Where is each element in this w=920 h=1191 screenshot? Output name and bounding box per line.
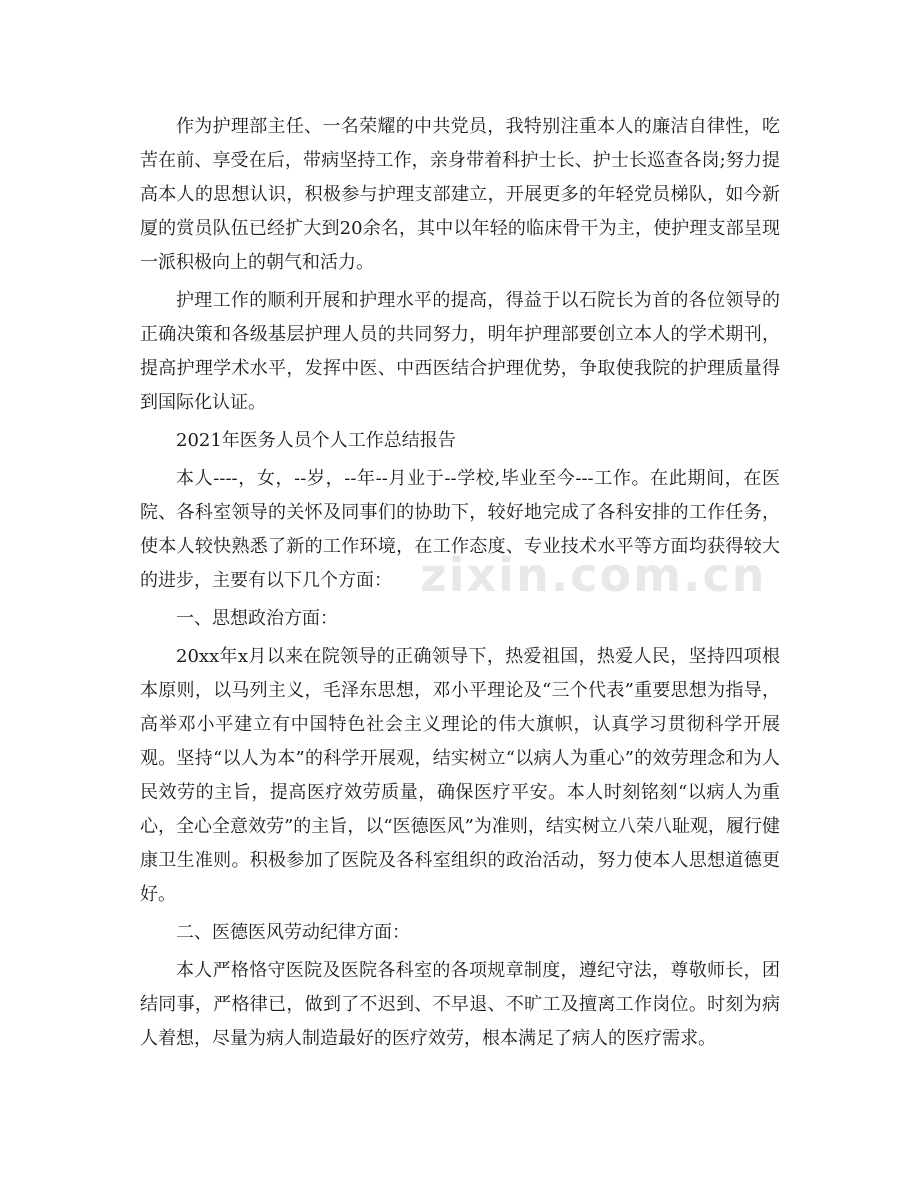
- paragraph-political: 20xx年x月以来在院领导的正确领导下，热爱祖国，热爱人民，坚持四项根本原则，以马列主义，毛泽东思想，邓小平理论及“三个代表”重要思想为指导，高举邓小平建立有中国特色社会主义理论的伟大旗帜，认真学习贯彻科学开展观。坚持“以人为本”的科学开展观，结实树立“以病人为重心”的效劳理念和为人民效劳的主旨，提高医疗效劳质量，确保医疗平安。本人时刻铭刻“以病人为重心，全心全意效劳”的主旨，以“医德医风”为准则，结实树立八荣八耻观，履行健康卫生准则。积极参加了医院及各科室组织的政治活动，努力使本人思想道德更好。: [140, 646, 780, 905]
- paragraph-party-member: 作为护理部主任、一名荣耀的中共党员，我特别注重本人的廉洁自律性，吃苦在前、享受在后，带病坚持工作，亲身带着科护士长、护士长巡查各岗;努力提高本人的思想认识，积极参与护理支部建立，开展更多的年轻党员梯队，如今新厦的赏员队伍已经扩大到20余名，其中以年轻的临床骨干为主，使护理支部呈现一派积极向上的朝气和活力。: [140, 116, 780, 273]
- watermark-text: zixin.com.cn: [420, 548, 767, 602]
- section-heading-political: 一、思想政治方面：: [176, 608, 338, 629]
- paragraph-introduction: 本人----，女，--岁，--年--月业于--学校,毕业至今---工作。在此期间，在医院、各科室领导的关怀及同事们的协助下，较好地完成了各科安排的工作任务，使本人较快熟悉了新的工作环境，在工作态度、专业技术水平等方面均获得较大的进步，主要有以下几个方面：: [140, 468, 780, 591]
- document-body: [140, 110, 780, 1060]
- section-heading-ethics: 二、医德医风劳动纪律方面：: [176, 922, 410, 943]
- paragraph-ethics: 本人严格恪守医院及医院各科室的各项规章制度，遵纪守法，尊敬师长，团结同事，严格律已，做到了不迟到、不早退、不旷工及擅离工作岗位。时刻为病人着想，尽量为病人制造最好的医疗效劳，根本满足了病人的医疗需求。: [140, 960, 780, 1049]
- report-title: 2021年医务人员个人工作总结报告: [176, 430, 456, 451]
- paragraph-nursing-work: 护理工作的顺利开展和护理水平的提高，得益于以石院长为首的各位领导的正确决策和各级基层护理人员的共同努力，明年护理部要创立本人的学术期刊，提高护理学术水平，发挥中医、中西医结合护理优势，争取使我院的护理质量得到国际化认证。: [140, 290, 780, 413]
